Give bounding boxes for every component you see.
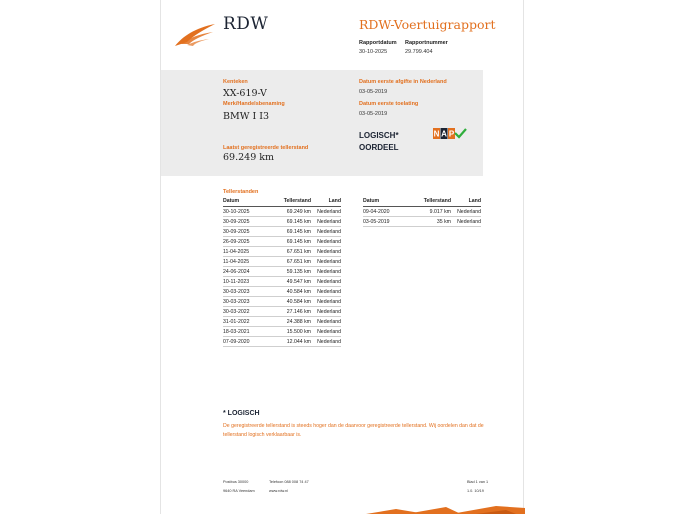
cell-country: Nederland	[313, 287, 341, 297]
cell-reading: 40.584 km	[271, 287, 313, 297]
cell-country: Nederland	[313, 227, 341, 237]
vehicle-summary-panel	[161, 70, 483, 176]
cell-reading: 69.145 km	[271, 237, 313, 247]
odometer-table-left	[223, 197, 341, 347]
table-row	[223, 287, 341, 297]
cell-date: 30-09-2025	[223, 217, 271, 227]
report-number-label: Rapportnummer	[405, 40, 448, 46]
verdict-line-1: LOGISCH*	[359, 131, 399, 140]
table-row	[223, 337, 341, 347]
rdw-logo-text: RDW	[223, 14, 269, 34]
odometer-label: Laatst geregistreerde tellerstand	[223, 145, 309, 151]
column-header-country: Land	[313, 197, 341, 207]
cell-country: Nederland	[453, 217, 481, 227]
odometer-value: 69.249 km	[223, 152, 275, 163]
cell-reading: 24.388 km	[271, 317, 313, 327]
cell-country: Nederland	[313, 257, 341, 267]
footer-page-number: Blad 1 van 1	[467, 480, 489, 484]
table-row	[363, 207, 481, 217]
cell-reading: 27.146 km	[271, 307, 313, 317]
cell-reading: 49.547 km	[271, 277, 313, 287]
plate-label: Kenteken	[223, 79, 248, 85]
footer-phone: Telefoon 088 008 74 47	[269, 480, 309, 484]
cell-date: 11-04-2025	[223, 247, 271, 257]
first-nl-value: 03-05-2019	[359, 89, 388, 95]
svg-text:P: P	[448, 129, 455, 139]
table-row	[223, 237, 341, 247]
cell-country: Nederland	[313, 217, 341, 227]
cell-date: 30-09-2025	[223, 227, 271, 237]
cell-date: 30-10-2025	[223, 207, 271, 217]
footer-address-line-1: Postbus 30000	[223, 480, 249, 484]
cell-date: 24-06-2024	[223, 267, 271, 277]
footer-page-info	[467, 478, 488, 496]
column-header-reading: Tellerstand	[411, 197, 453, 207]
table-row	[223, 247, 341, 257]
table-row	[223, 307, 341, 317]
column-header-date: Datum	[363, 197, 411, 207]
odometer-table-right	[363, 197, 481, 227]
table-row	[223, 257, 341, 267]
bottom-swoosh-decoration	[366, 504, 525, 514]
first-nl-label: Datum eerste afgifte in Nederland	[359, 79, 447, 85]
make-label: Merk/Handelsbenaming	[223, 101, 285, 107]
cell-country: Nederland	[313, 327, 341, 337]
footnote-text: De geregistreerde tellerstand is steeds hoger dan de daarvoor geregistreerde tellerstand. Wij oordelen dan dat de tellerstand logisch verklaarbaar is.	[223, 423, 484, 438]
logical-verdict	[359, 130, 399, 154]
cell-reading: 69.145 km	[271, 217, 313, 227]
table-row	[223, 267, 341, 277]
cell-date: 10-11-2023	[223, 277, 271, 287]
cell-reading: 67.651 km	[271, 257, 313, 267]
table-header-row	[363, 197, 481, 207]
table-row	[223, 217, 341, 227]
cell-date: 31-01-2022	[223, 317, 271, 327]
plate-value: XX-619-V	[223, 88, 267, 99]
cell-reading: 12.044 km	[271, 337, 313, 347]
cell-reading: 59.135 km	[271, 267, 313, 277]
table-row	[223, 317, 341, 327]
cell-date: 03-05-2019	[363, 217, 411, 227]
svg-text:N: N	[433, 129, 440, 139]
cell-country: Nederland	[313, 247, 341, 257]
column-header-country: Land	[453, 197, 481, 207]
table-row	[223, 207, 341, 217]
cell-reading: 67.651 km	[271, 247, 313, 257]
table-row	[223, 327, 341, 337]
report-meta-labels	[359, 40, 451, 46]
footer-contact	[269, 478, 309, 496]
report-page	[160, 0, 524, 514]
cell-date: 26-09-2025	[223, 237, 271, 247]
cell-date: 30-03-2022	[223, 307, 271, 317]
verdict-line-2: OORDEEL	[359, 143, 399, 152]
cell-country: Nederland	[313, 237, 341, 247]
cell-country: Nederland	[313, 317, 341, 327]
cell-reading: 15.500 km	[271, 327, 313, 337]
cell-country: Nederland	[313, 297, 341, 307]
table-row	[363, 217, 481, 227]
cell-country: Nederland	[313, 267, 341, 277]
cell-reading: 69.145 km	[271, 227, 313, 237]
cell-reading: 69.249 km	[271, 207, 313, 217]
report-date-label: Rapportdatum	[359, 40, 397, 46]
cell-reading: 40.584 km	[271, 297, 313, 307]
odometer-section-title: Tellerstanden	[223, 189, 259, 195]
report-number-value: 29.799.404	[405, 49, 433, 55]
report-meta-values	[359, 49, 451, 55]
cell-reading: 9.017 km	[411, 207, 453, 217]
cell-date: 30-03-2023	[223, 297, 271, 307]
footer-address	[223, 478, 255, 496]
column-header-date: Datum	[223, 197, 271, 207]
cell-date: 09-04-2020	[363, 207, 411, 217]
footer-website: www.rdw.nl	[269, 489, 288, 493]
report-date-value: 30-10-2025	[359, 49, 388, 55]
table-row	[223, 297, 341, 307]
cell-date: 11-04-2025	[223, 257, 271, 267]
make-value: BMW I I3	[223, 111, 270, 122]
svg-text:A: A	[441, 129, 447, 139]
column-header-reading: Tellerstand	[271, 197, 313, 207]
cell-date: 18-03-2021	[223, 327, 271, 337]
footer-version: 1.0. 10/19	[467, 489, 484, 493]
table-header-row	[223, 197, 341, 207]
cell-reading: 35 km	[411, 217, 453, 227]
cell-country: Nederland	[313, 337, 341, 347]
first-admission-value: 03-05-2019	[359, 111, 388, 117]
cell-date: 07-09-2020	[223, 337, 271, 347]
rdw-logo-icon	[173, 22, 217, 48]
footnote-title: * LOGISCH	[223, 410, 260, 417]
cell-country: Nederland	[453, 207, 481, 217]
report-title: RDW-Voertuigrapport	[359, 17, 496, 32]
cell-date: 30-03-2023	[223, 287, 271, 297]
first-admission-label: Datum eerste toelating	[359, 101, 419, 107]
table-row	[223, 227, 341, 237]
cell-country: Nederland	[313, 277, 341, 287]
cell-country: Nederland	[313, 207, 341, 217]
nap-check-icon	[433, 128, 467, 139]
table-row	[223, 277, 341, 287]
footer-address-line-2: 9640 RA Veendam	[223, 489, 255, 493]
cell-country: Nederland	[313, 307, 341, 317]
